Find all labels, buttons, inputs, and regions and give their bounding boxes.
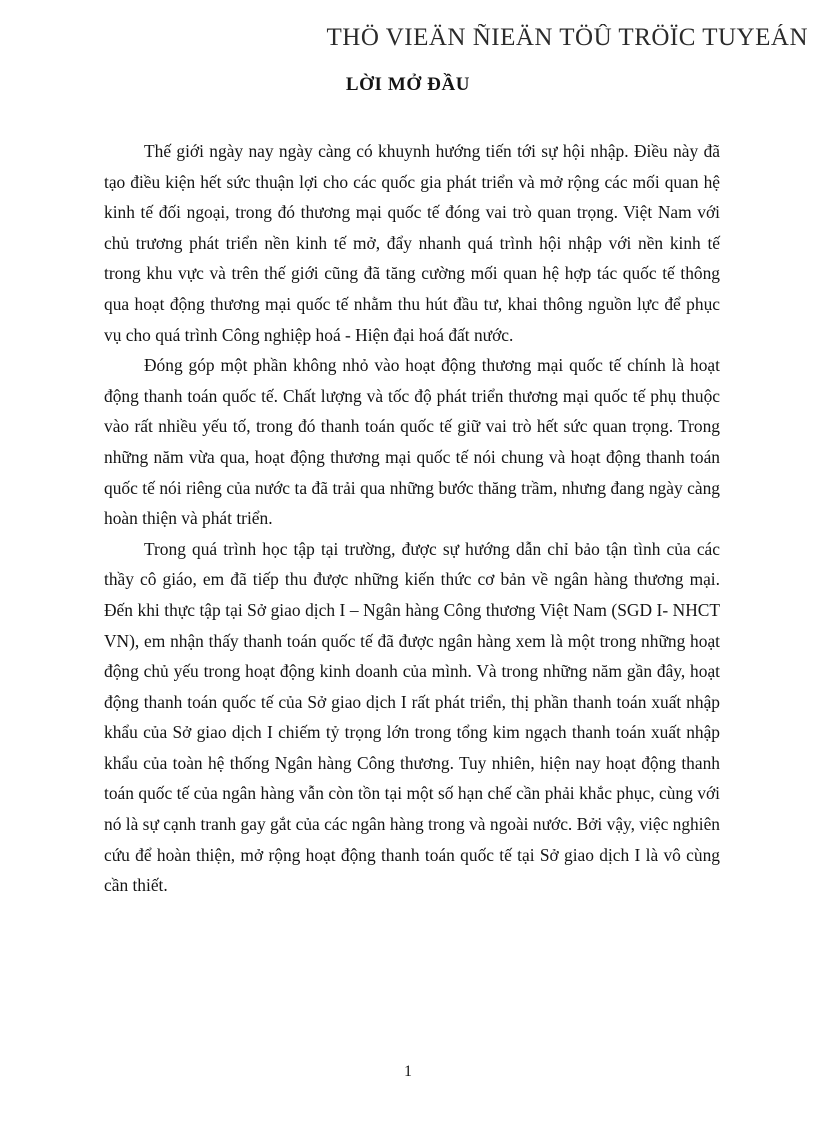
paragraph: Thế giới ngày nay ngày càng có khuynh hướng tiến tới sự hội nhập. Điều này đã tạo điều kiện hết sức thuận lợi cho các quốc gia phát triển và mở rộng các mối quan hệ kinh tế đối ngoại, trong đó thương mại quốc tế đóng vai trò quan trọng. Việt Nam với chủ trương phát triển nền kinh tế mở, đẩy nhanh quá trình hội nhập với nền kinh tế trong khu vực và trên thế giới cũng đã tăng cường mối quan hệ hợp tác quốc tế thông qua hoạt động thương mại quốc tế nhằm thu hút đầu tư, khai thông nguồn lực để phục vụ cho quá trình Công nghiệp hoá - Hiện đại hoá đất nước. — [104, 141, 720, 345]
watermark-text: THÖ VIEÄN ÑIEÄN TÖÛ TRÖÏC TUYEÁN — [326, 24, 808, 51]
paragraph: Trong quá trình học tập tại trường, được sự hướng dẫn chỉ bảo tận tình của các thầy cô giáo, em đã tiếp thu được những kiến thức cơ bản về ngân hàng thương mại. Đến khi thực tập tại Sở giao dịch I – Ngân hàng Công thương Việt Nam (SGD I- NHCT VN), em nhận thấy thanh toán quốc tế đã được ngân hàng xem là một trong những hoạt động chủ yếu trong hoạt động kinh doanh của mình. Và trong những năm gần đây, hoạt động thanh toán quốc tế của Sở giao dịch I rất phát triển, thị phần thanh toán xuất nhập khẩu của Sở giao dịch I chiếm tỷ trọng lớn trong tổng kim ngạch thanh toán xuất nhập khẩu của toàn hệ thống Ngân hàng Công thương. Tuy nhiên, hiện nay hoạt động thanh toán quốc tế của ngân hàng vẫn còn tồn tại một số hạn chế cần phải khắc phục, cùng với nó là sự cạnh tranh gay gắt của các ngân hàng trong và ngoài nước. Bởi vậy, việc nghiên cứu để hoàn thiện, mở rộng hoạt động thanh toán quốc tế tại Sở giao dịch I là vô cùng cần thiết. — [104, 538, 720, 896]
page-title: LỜI MỞ ĐẦU — [345, 74, 471, 95]
document-body — [104, 136, 720, 901]
page-number: 1 — [404, 1063, 412, 1080]
paragraph: Đóng góp một phần không nhỏ vào hoạt động thương mại quốc tế chính là hoạt động thanh toán quốc tế. Chất lượng và tốc độ phát triển thương mại quốc tế phụ thuộc vào rất nhiều yếu tố, trong đó thanh toán quốc tế giữ vai trò hết sức quan trọng. Trong những năm vừa qua, hoạt động thương mại quốc tế nói chung và hoạt động thanh toán quốc tế nói riêng của nước ta đã trải qua những bước thăng trầm, nhưng đang ngày càng hoàn thiện và phát triển. — [104, 355, 720, 529]
